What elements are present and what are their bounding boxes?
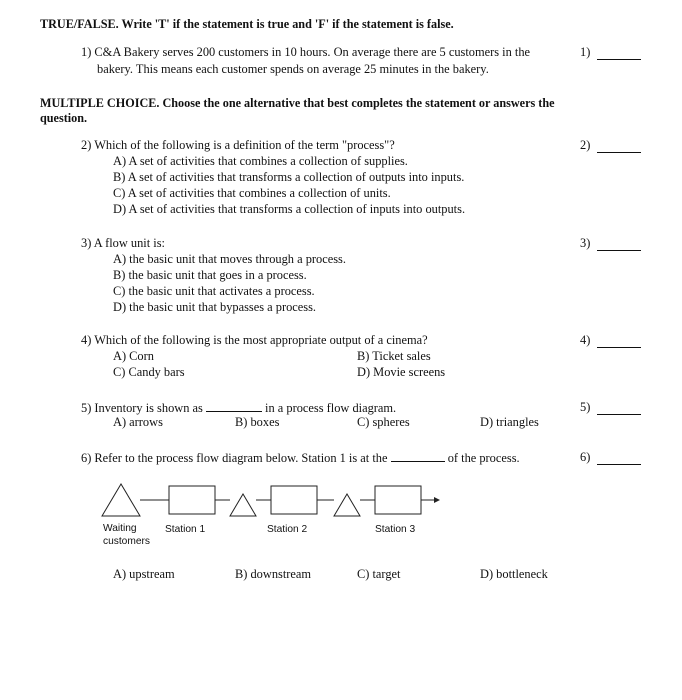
- label-station-3: Station 3: [375, 524, 416, 535]
- question-3-option-d[interactable]: D) the basic unit that bypasses a process.: [113, 300, 317, 314]
- question-6-number: 6): [580, 450, 591, 464]
- station-2-box: [271, 486, 317, 514]
- label-station-1: Station 1: [165, 524, 206, 535]
- question-4-option-c[interactable]: C) Candy bars: [113, 365, 185, 379]
- outflow-arrow-icon: [434, 497, 440, 503]
- answer-blank-1[interactable]: [597, 48, 641, 60]
- question-2-option-a[interactable]: A) A set of activities that combines a collection of supplies.: [113, 154, 408, 168]
- question-2-option-b[interactable]: B) A set of activities that transforms a collection of outputs into inputs.: [113, 170, 465, 184]
- question-5-stem-start: 5) Inventory is shown as: [81, 401, 203, 415]
- inventory-triangle-2: [334, 494, 360, 516]
- question-4-number: 4): [580, 333, 591, 347]
- question-6-option-c[interactable]: C) target: [357, 567, 401, 581]
- question-2-option-d[interactable]: D) A set of activities that transforms a collection of inputs into outputs.: [113, 202, 466, 216]
- answer-blank-5[interactable]: [597, 403, 641, 415]
- question-3-stem: 3) A flow unit is:: [81, 236, 165, 250]
- question-5-option-d[interactable]: D) triangles: [480, 415, 539, 429]
- question-6-option-b[interactable]: B) downstream: [235, 567, 312, 581]
- question-6-inline-blank[interactable]: [391, 450, 445, 462]
- question-4-option-a[interactable]: A) Corn: [113, 349, 154, 363]
- answer-blank-6[interactable]: [597, 453, 641, 465]
- question-5-option-c[interactable]: C) spheres: [357, 415, 410, 429]
- label-station-2: Station 2: [267, 524, 308, 535]
- inventory-triangle-waiting: [102, 484, 140, 516]
- answer-blank-3[interactable]: [597, 239, 641, 251]
- question-5-number: 5): [580, 400, 591, 414]
- question-3-option-b[interactable]: B) the basic unit that goes in a process.: [113, 268, 307, 282]
- multiple-choice-heading-cont: question.: [40, 111, 88, 125]
- question-1-line-1: 1) C&A Bakery serves 200 customers in 10 hours. On average there are 5 customers in the: [81, 45, 531, 59]
- question-5-inline-blank[interactable]: [206, 400, 262, 412]
- process-flow-diagram: [90, 478, 450, 528]
- question-5-option-b[interactable]: B) boxes: [235, 415, 280, 429]
- question-2-option-c[interactable]: C) A set of activities that combines a collection of units.: [113, 186, 391, 200]
- question-2-number: 2): [580, 138, 591, 152]
- true-false-heading: TRUE/FALSE. Write 'T' if the statement is true and 'F' if the statement is false.: [40, 17, 454, 31]
- inventory-triangle-1: [230, 494, 256, 516]
- question-2-stem: 2) Which of the following is a definition of the term "process"?: [81, 138, 395, 152]
- question-6-stem: [81, 450, 520, 466]
- question-1-number: 1): [580, 45, 591, 59]
- label-waiting: Waiting: [103, 523, 137, 534]
- answer-blank-2[interactable]: [597, 141, 641, 153]
- multiple-choice-heading: MULTIPLE CHOICE. Choose the one alternative that best completes the statement or answers the: [40, 96, 555, 110]
- station-1-box: [169, 486, 215, 514]
- question-3-option-c[interactable]: C) the basic unit that activates a process.: [113, 284, 315, 298]
- station-3-box: [375, 486, 421, 514]
- question-5-option-a[interactable]: A) arrows: [113, 415, 163, 429]
- question-6-stem-end: of the process.: [447, 451, 520, 465]
- question-4-option-d[interactable]: D) Movie screens: [357, 365, 446, 379]
- question-5-stem: [81, 400, 396, 416]
- question-6-option-a[interactable]: A) upstream: [113, 567, 175, 581]
- question-1-line-2: bakery. This means each customer spends on average 25 minutes in the bakery.: [97, 62, 489, 76]
- question-3-number: 3): [580, 236, 591, 250]
- answer-blank-4[interactable]: [597, 336, 641, 348]
- question-3-option-a[interactable]: A) the basic unit that moves through a process.: [113, 252, 346, 266]
- question-4-stem: 4) Which of the following is the most appropriate output of a cinema?: [81, 333, 428, 347]
- question-6-stem-start: 6) Refer to the process flow diagram below. Station 1 is at the: [81, 451, 388, 465]
- question-4-option-b[interactable]: B) Ticket sales: [357, 349, 431, 363]
- label-customers: customers: [103, 536, 150, 547]
- question-5-stem-end: in a process flow diagram.: [265, 401, 397, 415]
- question-6-option-d[interactable]: D) bottleneck: [480, 567, 548, 581]
